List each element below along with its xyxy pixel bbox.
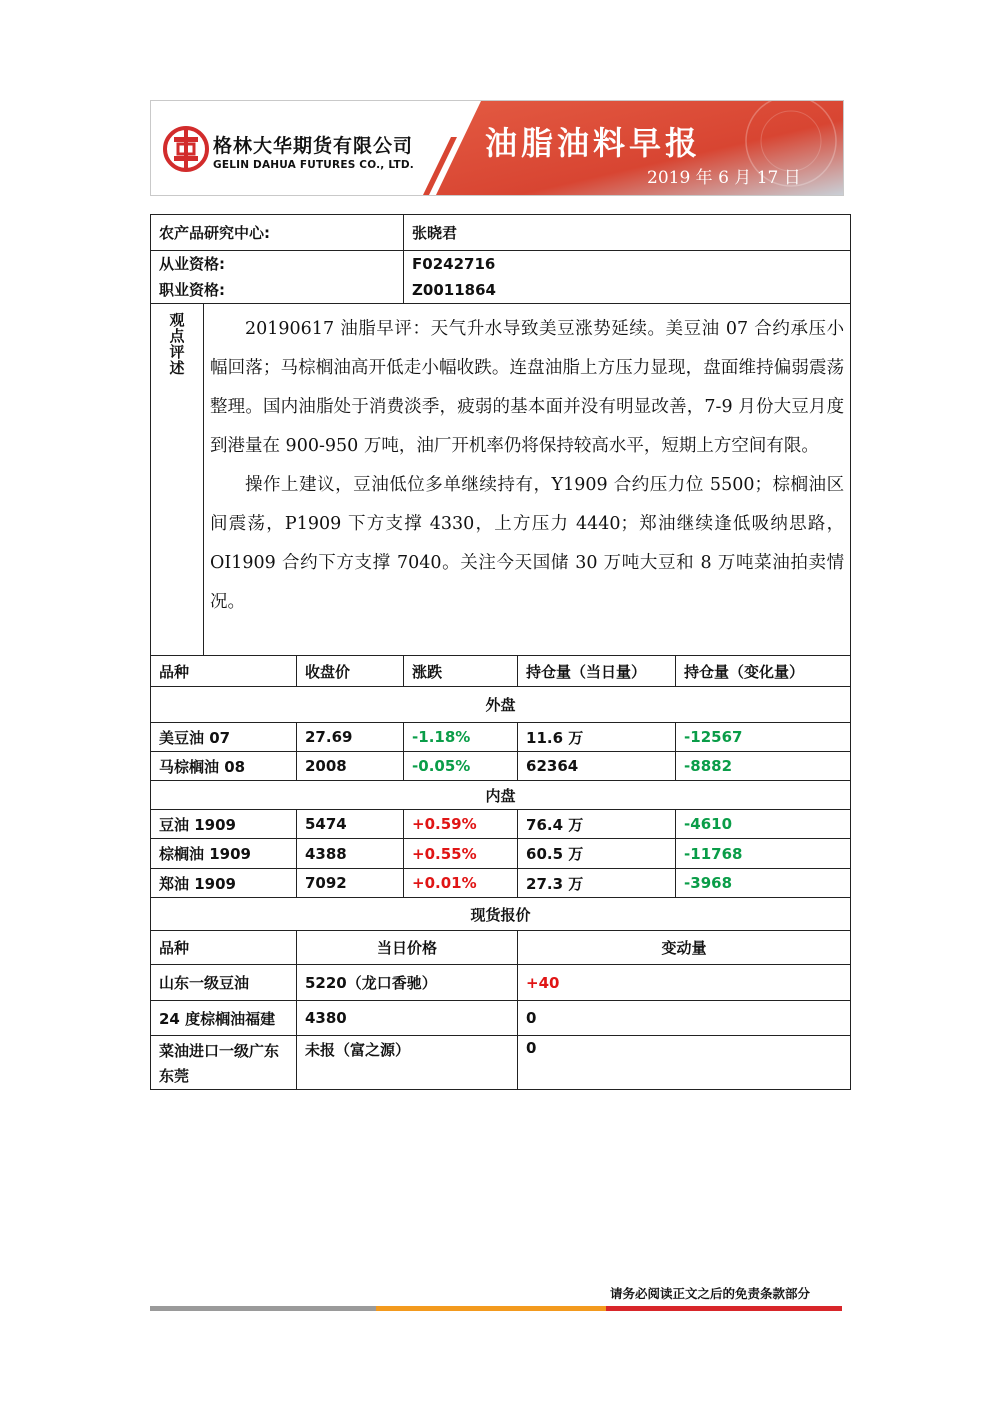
spot-change: 0: [518, 1036, 851, 1090]
quote-close: 7092: [297, 869, 404, 898]
qualification-value-2: Z0011864: [412, 281, 496, 299]
quote-change: +0.55%: [404, 839, 518, 869]
qualification-label-1: 从业资格:: [159, 255, 225, 273]
quote-header-name: 品种: [151, 656, 297, 687]
qualification-label-2: 职业资格:: [159, 281, 225, 299]
quote-change: +0.01%: [404, 869, 518, 898]
spot-name: 24 度棕榈油福建: [151, 1001, 297, 1036]
spot-header-price: 当日价格: [297, 931, 518, 965]
report-header: [150, 100, 844, 196]
quote-change: -1.18%: [404, 723, 518, 752]
quote-oi-change: -12567: [676, 723, 851, 752]
quote-header-close: 收盘价: [297, 656, 404, 687]
quote-name: 豆油 1909: [151, 810, 297, 839]
quote-header-oi: 持仓量（当日量）: [518, 656, 676, 687]
quote-oi: 60.5 万: [518, 839, 676, 869]
domestic-section-label: 内盘: [151, 781, 851, 810]
quote-change: +0.59%: [404, 810, 518, 839]
spot-section-label: 现货报价: [151, 898, 851, 931]
quote-name: 郑油 1909: [151, 869, 297, 898]
research-center-label: 农产品研究中心:: [151, 215, 404, 251]
spot-change: +40: [518, 965, 851, 1001]
foreign-section-label: 外盘: [151, 687, 851, 723]
spot-header-change: 变动量: [518, 931, 851, 965]
quote-oi: 11.6 万: [518, 723, 676, 752]
quote-close: 5474: [297, 810, 404, 839]
commentary-label: 观点评述: [167, 312, 186, 376]
quote-oi-change: -8882: [676, 752, 851, 781]
quote-oi: 62364: [518, 752, 676, 781]
commentary-paragraph: 操作上建议，豆油低位多单继续持有，Y1909 合约压力位 5500；棕榈油区间震荡，P1909 下方支撑 4330，上方压力 4440；郑油继续逢低吸纳思路，OI1909 合约下方支撑 7040。关注今天国储 30 万吨大豆和 8 万吨菜油拍卖情况。: [210, 475, 845, 612]
spot-name: 山东一级豆油: [151, 965, 297, 1001]
qualification-labels: [151, 251, 404, 304]
disclaimer-text: 请务必阅读正文之后的免责条款部分: [610, 1286, 811, 1301]
commentary-body: [204, 304, 851, 656]
quote-header-change: 涨跌: [404, 656, 518, 687]
report-table: [150, 214, 851, 1090]
quote-oi-change: -3968: [676, 869, 851, 898]
spot-price: 未报（富之源）: [297, 1036, 518, 1090]
quote-name: 美豆油 07: [151, 723, 297, 752]
report-date: 2019 年 6 月 17 日: [647, 168, 801, 188]
quote-oi-change: -11768: [676, 839, 851, 869]
quote-header-oi-change: 持仓量（变化量）: [676, 656, 851, 687]
spot-name: 菜油进口一级广东东莞: [151, 1036, 297, 1090]
quote-name: 马棕榈油 08: [151, 752, 297, 781]
spot-price: 5220（龙口香驰）: [297, 965, 518, 1001]
quote-oi-change: -4610: [676, 810, 851, 839]
quote-oi: 76.4 万: [518, 810, 676, 839]
company-name-cn: 格林大华期货有限公司: [213, 135, 414, 157]
footer-color-bar: [150, 1306, 842, 1311]
quote-oi: 27.3 万: [518, 869, 676, 898]
qualification-value-1: F0242716: [412, 255, 496, 273]
commentary-paragraph: 20190617 油脂早评：天气升水导致美豆涨势延续。美豆油 07 合约承压小幅回落；马棕榈油高开低走小幅收跌。连盘油脂上方压力显现，盘面维持偏弱震荡整理。国内油脂处于消费淡季，疲弱的基本面并没有明显改善，7-9 月份大豆月度到港量在 900-950 万吨，油厂开机率仍将保持较高水平，短期上方空间有限。: [210, 319, 845, 456]
quote-close: 4388: [297, 839, 404, 869]
qualification-values: [404, 251, 851, 304]
company-logo-icon: [163, 126, 209, 172]
report-title: 油脂油料早报: [485, 124, 702, 162]
spot-header-name: 品种: [151, 931, 297, 965]
quote-change: -0.05%: [404, 752, 518, 781]
spot-price: 4380: [297, 1001, 518, 1036]
quote-close: 2008: [297, 752, 404, 781]
spot-change: 0: [518, 1001, 851, 1036]
commentary-label-cell: [151, 304, 204, 656]
quote-name: 棕榈油 1909: [151, 839, 297, 869]
quote-close: 27.69: [297, 723, 404, 752]
analyst-name: 张晓君: [404, 215, 851, 251]
company-name-en: GELIN DAHUA FUTURES CO., LTD.: [213, 159, 414, 171]
